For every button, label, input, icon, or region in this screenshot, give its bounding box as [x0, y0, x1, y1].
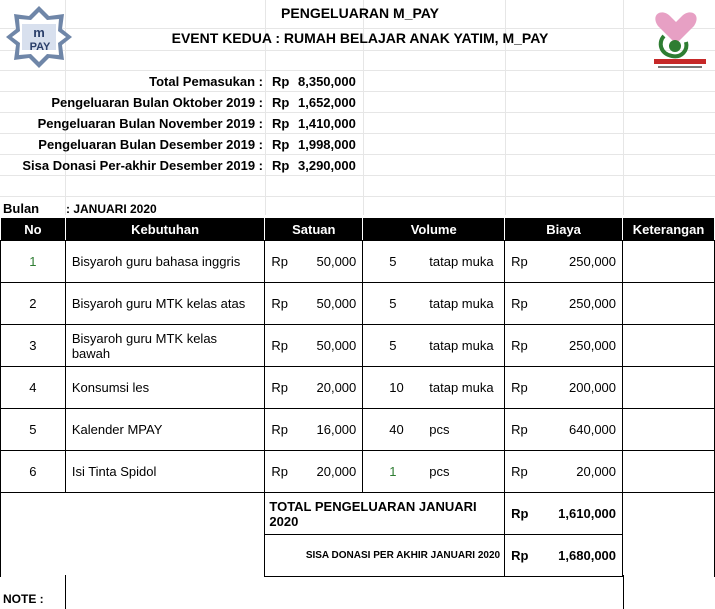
kebutuhan-text: Konsumsi les [71, 380, 150, 395]
summary-row [0, 72, 400, 93]
expense-table [0, 217, 715, 577]
summary-label: Pengeluaran Bulan November 2019 : [37, 116, 263, 131]
kebutuhan-text: Isi Tinta Spidol [71, 464, 157, 479]
row-kebutuhan [65, 283, 265, 325]
summary-row [0, 156, 400, 177]
summary-row [0, 135, 400, 156]
row-biaya [505, 283, 623, 325]
summary-value: 1,410,000 [298, 116, 356, 131]
row-keterangan [623, 283, 715, 325]
summary-rp: Rp [272, 137, 290, 152]
biaya-value: 250,000 [569, 338, 617, 353]
biaya-value: 20,000 [576, 464, 617, 479]
biaya-rp: Rp [511, 422, 528, 437]
satuan-value: 16,000 [316, 422, 357, 437]
row-volume [363, 409, 505, 451]
row-satuan [265, 325, 363, 367]
row-no: 5 [1, 409, 66, 451]
total-row [1, 493, 715, 535]
satuan-value: 20,000 [316, 464, 357, 479]
summary-rp: Rp [272, 116, 290, 131]
row-volume [363, 451, 505, 493]
satuan-value: 20,000 [316, 380, 357, 395]
volume-qty: 40 [389, 422, 404, 437]
table-row [1, 283, 715, 325]
summary-label: Sisa Donasi Per-akhir Desember 2019 : [22, 158, 263, 173]
header-keterangan: Keterangan [623, 218, 715, 241]
row-biaya [505, 367, 623, 409]
table-header-row [1, 218, 715, 241]
row-keterangan [623, 241, 715, 283]
biaya-value: 640,000 [569, 422, 617, 437]
summary-value: 1,998,000 [298, 137, 356, 152]
sisa-rp: Rp [511, 548, 529, 563]
row-kebutuhan [65, 241, 265, 283]
biaya-rp: Rp [511, 296, 528, 311]
summary-label: Total Pemasukan : [149, 74, 263, 89]
sisa-row [1, 535, 715, 577]
header-kebutuhan: Kebutuhan [65, 218, 265, 241]
volume-qty: 5 [389, 296, 397, 311]
volume-unit: tatap muka [429, 296, 494, 311]
row-satuan [265, 451, 363, 493]
summary-label: Pengeluaran Bulan Oktober 2019 : [51, 95, 263, 110]
satuan-rp: Rp [271, 338, 288, 353]
row-volume [363, 241, 505, 283]
kebutuhan-text: Bisyaroh guru MTK kelas atas [71, 296, 246, 311]
row-kebutuhan [65, 367, 265, 409]
row-biaya [505, 325, 623, 367]
volume-unit: pcs [429, 422, 450, 437]
page-title: PENGELUARAN M_PAY [281, 5, 439, 21]
row-satuan [265, 283, 363, 325]
satuan-rp: Rp [271, 296, 288, 311]
biaya-value: 250,000 [569, 254, 617, 269]
header-satuan: Satuan [265, 218, 363, 241]
volume-qty: 1 [389, 464, 397, 479]
row-kebutuhan [65, 409, 265, 451]
summary-row [0, 114, 400, 135]
note-label: NOTE : [3, 592, 44, 606]
row-no: 3 [1, 325, 66, 367]
row-biaya [505, 241, 623, 283]
bulan-label: Bulan [3, 201, 40, 216]
total-label: TOTAL PENGELUARAN JANUARI 2020 [265, 493, 505, 535]
summary-value: 1,652,000 [298, 95, 356, 110]
svg-text:m: m [33, 25, 45, 40]
kebutuhan-text: Kalender MPAY [71, 422, 163, 437]
satuan-value: 50,000 [316, 338, 357, 353]
table-row [1, 451, 715, 493]
volume-unit: tatap muka [429, 338, 494, 353]
summary-block [0, 72, 400, 177]
volume-qty: 10 [389, 380, 404, 395]
summary-rp: Rp [272, 158, 290, 173]
summary-rp: Rp [272, 74, 290, 89]
satuan-rp: Rp [271, 422, 288, 437]
satuan-value: 50,000 [316, 296, 357, 311]
biaya-rp: Rp [511, 338, 528, 353]
sisa-label: SISA DONASI PER AKHIR JANUARI 2020 [265, 535, 505, 577]
row-volume [363, 325, 505, 367]
row-kebutuhan [65, 325, 265, 367]
satuan-value: 50,000 [316, 254, 357, 269]
row-volume [363, 367, 505, 409]
summary-value: 3,290,000 [298, 158, 356, 173]
page-subtitle: EVENT KEDUA : RUMAH BELAJAR ANAK YATIM, M_PAY [171, 30, 549, 46]
header-no: No [1, 218, 66, 241]
sisa-biaya [505, 535, 623, 577]
volume-unit: pcs [429, 464, 450, 479]
row-satuan [265, 367, 363, 409]
table-row [1, 367, 715, 409]
kebutuhan-text: Bisyaroh guru bahasa inggris [71, 254, 241, 269]
satuan-rp: Rp [271, 464, 288, 479]
volume-qty: 5 [389, 338, 397, 353]
biaya-rp: Rp [511, 380, 528, 395]
table-row [1, 241, 715, 283]
summary-label: Pengeluaran Bulan Desember 2019 : [38, 137, 263, 152]
volume-unit: tatap muka [429, 380, 494, 395]
table-row [1, 409, 715, 451]
satuan-rp: Rp [271, 380, 288, 395]
row-satuan [265, 409, 363, 451]
row-volume [363, 283, 505, 325]
summary-value: 8,350,000 [298, 74, 356, 89]
total-rp: Rp [511, 506, 529, 521]
row-no: 1 [1, 241, 66, 283]
biaya-rp: Rp [511, 464, 528, 479]
bulan-value: : JANUARI 2020 [66, 202, 157, 216]
row-no: 2 [1, 283, 66, 325]
mpay-logo-icon [4, 4, 74, 70]
row-no: 6 [1, 451, 66, 493]
satuan-rp: Rp [271, 254, 288, 269]
row-satuan [265, 241, 363, 283]
mpay-logo [4, 4, 74, 70]
volume-unit: tatap muka [429, 254, 494, 269]
biaya-value: 250,000 [569, 296, 617, 311]
summary-rp: Rp [272, 95, 290, 110]
table-row [1, 325, 715, 367]
total-value: 1,610,000 [558, 506, 617, 521]
svg-text:PAY: PAY [29, 41, 51, 53]
row-keterangan [623, 409, 715, 451]
kebutuhan-text: Bisyaroh guru MTK kelas bawah [71, 330, 218, 361]
total-biaya [505, 493, 623, 535]
row-no: 4 [1, 367, 66, 409]
rumah-belajar-logo [648, 6, 712, 72]
sisa-value: 1,680,000 [558, 548, 617, 563]
header-volume: Volume [363, 218, 505, 241]
biaya-value: 200,000 [569, 380, 617, 395]
row-biaya [505, 451, 623, 493]
row-keterangan [623, 325, 715, 367]
row-kebutuhan [65, 451, 265, 493]
volume-qty: 5 [389, 254, 397, 269]
summary-row [0, 93, 400, 114]
biaya-rp: Rp [511, 254, 528, 269]
header-biaya: Biaya [505, 218, 623, 241]
row-keterangan [623, 367, 715, 409]
rumah-belajar-logo-icon [648, 6, 712, 72]
row-keterangan [623, 451, 715, 493]
row-biaya [505, 409, 623, 451]
